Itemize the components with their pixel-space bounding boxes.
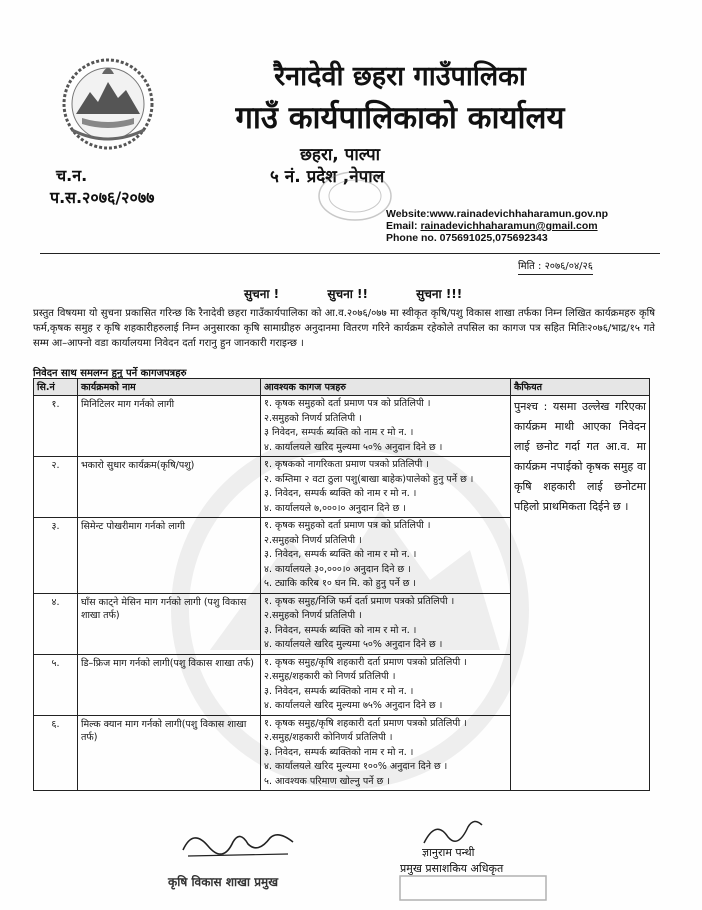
doc-item: २.समुहको निणर्य प्रतिलिपी । (264, 610, 362, 621)
left-signatory-title: कृषि विकास शाखा प्रमुख (168, 875, 279, 889)
doc-item: ३. निवेदन, सम्पर्क ब्यक्ति को नाम र मो न. । (264, 549, 417, 560)
right-signatory-name: ज्ञानुराम पन्थी (422, 846, 475, 859)
doc-item: २.समुह/शहकारी कोनिणर्य प्रतिलिपी । (264, 732, 393, 743)
row-documents (261, 457, 511, 518)
address-line-1: छहरा, पाल्पा (300, 145, 381, 165)
letter-number-label: प.स.२०७६/२०७७ (50, 188, 155, 207)
row-documents (261, 518, 511, 594)
documents-subheading: निवेदन साथ समलग्न हुनु पर्ने कागजपत्रहरु (33, 368, 187, 379)
row-program: मिनिटिलर माग गर्नको लागी (78, 396, 261, 457)
doc-item: ४. कार्यालयले खरिद मुल्यमा ५०% अनुदान दिने छ । (264, 441, 443, 453)
email-line (386, 220, 608, 232)
notice-heading-2: सुचना !! (327, 287, 368, 301)
doc-item: ४. कार्यालयले खरिद मुल्यमा १००% अनुदान दिने छ । (264, 761, 448, 772)
dispatch-number-label: च.न. (56, 166, 88, 185)
doc-item: १. कृषक समुह/निजि फर्म दर्ता प्रमाण पत्रको प्रतिलिपी । (264, 595, 455, 607)
doc-item: १. कृषक समुहको दर्ता प्रमाण पत्र को प्रतिलिपी । (264, 520, 431, 531)
row-sn: २. (34, 457, 78, 518)
nepal-emblem-logo (58, 52, 158, 152)
documents-table (33, 378, 650, 791)
doc-item: २.समुहको निणर्य प्रतिलिपी । (264, 412, 362, 424)
doc-item: ५. ट्याकि करिब १० घन मि. को हुनु पर्ने छ । (264, 578, 417, 589)
row-sn: ४. (34, 593, 78, 654)
municipality-name: रैनादेवी छहरा गाउँपालिका (274, 61, 526, 92)
intro-paragraph: प्रस्तुत विषयमा यो सुचना प्रकासित गरिन्छ कि रैनादेवी छहरा गाउँकार्यपालिका को आ.व.२०७६/०७७ मा स्वीकृत कृषि/पशु विकास शाखा तर्फका निम्न लिखित कार्यक्रमहरु कृषि फर्म,कृषक समुह र कृषि शहकारीहरुलाई निम्न अनुसारका कृषि सामाग्रीहरु अनुदानमा वितरण गरिने कार्यक्रम रहेकोले तपसिल का कागज पत्र सहित मितिः२०७६/भाद्र/१५ गते सम्म आ–आफ्नो वडा कार्यालयमा निवेदन दर्ता गरानु हुन जानकारी गराइन्छ । (33, 308, 655, 349)
official-stamp (398, 873, 548, 903)
row-documents (261, 396, 511, 457)
row-sn: ६. (34, 715, 78, 791)
office-stamp (315, 168, 395, 224)
doc-item: ३ निवेदन, सम्पर्क ब्यक्ति को नाम र मो न. । (264, 427, 414, 438)
notice-heading-1: सुचना ! (244, 287, 280, 301)
doc-item: १. कृषकको नागरिकता प्रमाण पत्रको प्रतिलिपी । (264, 459, 429, 470)
doc-item: ३. निवेदन, सम्पर्क ब्यक्ति को नाम र मो न. । (264, 488, 417, 499)
doc-item: ५. आवश्यक परिमाण खोल्नु पर्ने छ । (264, 775, 390, 787)
col-header-remarks: कैफियत (511, 379, 650, 396)
office-title: गाउँ कार्यपालिकाको कार्यालय (235, 100, 565, 136)
doc-item: २. कम्तिमा २ वटा ठुला पशु(बाखा बाहेक)पालेको हुनु पर्ने छ । (264, 473, 474, 485)
right-signatory-title: प्रमुख प्रसाशकिय अधिकृत (400, 862, 504, 875)
doc-item: ४. कार्यालयले खरिद मुल्यमा ७५% अनुदान दिने छ । (264, 700, 443, 711)
address-line-2: ५ नं. प्रदेश ,नेपाल (270, 167, 385, 187)
row-sn: ५. (34, 654, 78, 715)
table-row (34, 396, 650, 457)
doc-item: ४. कार्यालयले ७,०००।० अनुदान दिने छ । (264, 502, 406, 514)
doc-item: १. कृषक समुहको दर्ता प्रमाण पत्र को प्रतिलिपी । (264, 398, 431, 409)
doc-item: ३. निवेदन, सम्पर्क ब्यक्तिको नाम र मो न. । (264, 685, 414, 697)
header-divider (40, 253, 660, 254)
row-sn: ३. (34, 518, 78, 594)
left-signature (178, 820, 298, 864)
doc-item: ४. कार्यालयले खरिद मुल्यमा ५०% अनुदान दिने छ । (264, 639, 443, 650)
website-text: Website:www.rainadevichhaharamun.gov.np (386, 208, 609, 220)
notice-heading-3: सुचना !!! (416, 287, 463, 301)
contact-block (386, 208, 608, 244)
row-program: भकारो सुधार कार्यक्रम(कृषि/पशु) (78, 457, 261, 518)
row-program: सिमेन्ट पोखरीमाग गर्नको लागी (78, 518, 261, 594)
row-documents (261, 715, 511, 791)
table-header-row (34, 379, 650, 396)
notice-heading (244, 285, 506, 302)
email-link[interactable]: rainadevichhaharamun@gmail.com (420, 220, 598, 232)
date-text: मिति : २०७६/०४/२६ (518, 258, 593, 275)
doc-item: २.समुह/शहकारी को निणर्य प्रतिलिपी । (264, 671, 396, 682)
col-header-program: कार्यक्रमको नाम (78, 379, 261, 396)
doc-item: ४. कार्यालयले ३०,०००।० अनुदान दिने छ । (264, 563, 411, 575)
remarks-cell: पुनश्च : यसमा उल्लेख गरिएका कार्यक्रम माथी आएका निवेदन लाई छनोट गर्दा गत आ.व. मा कार्यक्रम नपाईको कृषक समुह वा कृषि शहकारी लाई छनोटमा पहिलो प्राथमिकता दिईने छ । (511, 396, 650, 791)
doc-item: १. कृषक समुह/कृषि शहकारी दर्ता प्रमाण पत्रको प्रतिलिपी । (264, 717, 467, 729)
doc-item: २.समुहको निणर्य प्रतिलिपी । (264, 534, 362, 546)
doc-item: ३. निवेदन, सम्पर्क ब्यक्ति को नाम र मो न. । (264, 624, 417, 636)
col-header-sn: सि.नं (34, 379, 78, 396)
doc-item: ३. निवेदन, सम्पर्क ब्यक्तिको नाम र मो न. । (264, 746, 414, 758)
phone-text: Phone no. 075691025,075692343 (386, 232, 548, 244)
row-program: घाँस काट्ने मेसिन माग गर्नको लागी (पशु विकास शाखा तर्फ) (78, 593, 261, 654)
row-program: डि–फ्रिज माग गर्नको लागी(पशु विकास शाखा तर्फ) (78, 654, 261, 715)
row-documents (261, 593, 511, 654)
email-label: Email: (386, 220, 421, 232)
row-program: मिल्क क्यान माग गर्नको लागी(पशु विकास शाखा तर्फ) (78, 715, 261, 791)
doc-item: १. कृषक समुह/कृषि शहकारी दर्ता प्रमाण पत्रको प्रतिलिपी । (264, 656, 467, 668)
row-documents (261, 654, 511, 715)
col-header-documents: आवश्यक कागज पत्रहरु (261, 379, 511, 396)
row-sn: १. (34, 396, 78, 457)
